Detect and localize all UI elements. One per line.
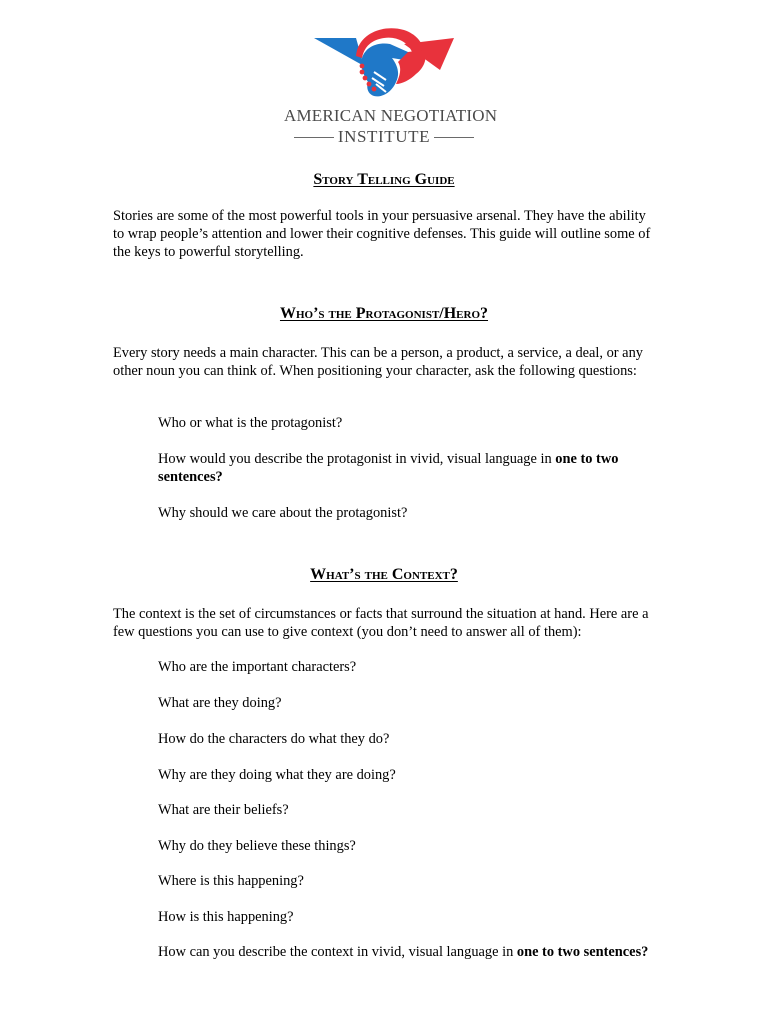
question-emphasis: one to two sentences?: [516, 944, 649, 960]
logo-rule-left: [294, 137, 334, 138]
context-question: What are they doing?: [158, 695, 282, 711]
question-text: How can you describe the context in vivid, visual language in: [158, 944, 517, 960]
protagonist-question-3: Why should we care about the protagonist?: [158, 505, 408, 521]
question-emphasis: one to two sentences?: [158, 451, 619, 485]
handshake-icon: [312, 22, 456, 104]
context-question: Who are the important characters?: [158, 659, 357, 675]
context-question: Why do they believe these things?: [158, 838, 356, 854]
context-question: What are their beliefs?: [158, 802, 289, 818]
protagonist-question-2: [158, 451, 658, 487]
logo-name: AMERICAN NEGOTIATION: [284, 106, 498, 125]
document-title: Story Telling Guide: [313, 171, 455, 188]
section-heading-context: What’s the Context?: [310, 566, 458, 583]
logo-rule-right: [434, 137, 474, 138]
context-question: Why are they doing what they are doing?: [158, 767, 396, 783]
context-question: Where is this happening?: [158, 873, 304, 889]
question-text: How would you describe the protagonist in vivid, visual language in: [158, 451, 556, 467]
context-question: How is this happening?: [158, 909, 294, 925]
context-paragraph: The context is the set of circumstances or facts that surround the situation at hand. Here are a few questions you can use to give context (you don’t need to answer all of them):: [113, 606, 649, 641]
logo-subtitle: [284, 126, 484, 148]
protagonist-question-1: Who or what is the protagonist?: [158, 415, 343, 431]
ani-logo: [284, 22, 498, 152]
logo-sub-text: INSTITUTE: [337, 127, 431, 146]
section-heading-protagonist: Who’s the Protagonist/Hero?: [279, 305, 489, 322]
protagonist-paragraph: Every story needs a main character. This can be a person, a product, a service, a deal, or any other noun you can think of. When positioning your character, ask the following questions:: [113, 345, 643, 380]
context-question: How do the characters do what they do?: [158, 731, 390, 747]
context-question-last: [158, 944, 658, 962]
intro-paragraph: Stories are some of the most powerful tools in your persuasive arsenal. They have the ability to wrap people’s attention and lower their cognitive defenses. This guide will outline some of the keys to powerful storytelling.: [113, 208, 651, 261]
